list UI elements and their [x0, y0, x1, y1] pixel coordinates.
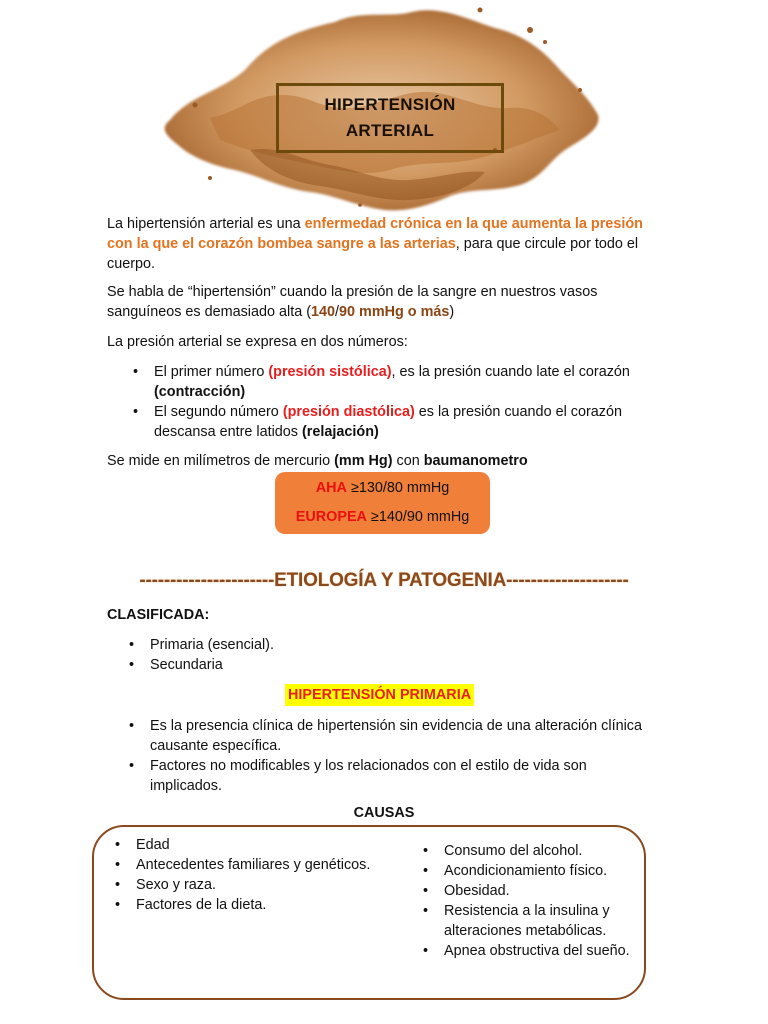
- intro-highlight: enfermedad crónica en la que aumenta la presión con la que el corazón bombea sangre a las arterias: [107, 216, 643, 252]
- list-item: [128, 362, 668, 402]
- causes-list-left: [110, 835, 410, 915]
- intro-paragraph-1: [107, 214, 667, 274]
- item-text: es la presión cuando el corazón descansa entre latidos: [154, 404, 622, 440]
- europe-criteria: [296, 503, 469, 532]
- threshold-systolic: 140: [311, 304, 336, 320]
- item-text: El primer número: [154, 364, 269, 380]
- clasificada-label: CLASIFICADA:: [107, 607, 210, 623]
- list-item: • Resistencia a la insulina y alteraciones metabólicas.: [418, 901, 643, 941]
- measure-text: Se mide en milímetros de mercurio: [107, 453, 335, 469]
- item-text: , es la presión cuando late el corazón: [391, 364, 630, 380]
- systolic-label: (presión sistólica): [268, 364, 392, 380]
- aha-label: AHA: [315, 480, 347, 496]
- threshold-close: ): [449, 304, 455, 320]
- section-title: ----------------------ETIOLOGÍA Y PATOGENIA--------------------: [139, 570, 629, 591]
- threshold-separator: /: [335, 304, 340, 320]
- causes-list-right: [418, 841, 643, 961]
- list-item: • Factores no modificables y los relacionados con el estilo de vida son implicados.: [124, 756, 644, 796]
- aha-value: ≥130/80 mmHg: [346, 480, 450, 496]
- list-item: • Primaria (esencial).: [124, 635, 624, 655]
- intro-paragraph-3: La presión arterial se expresa en dos números:: [107, 334, 408, 350]
- primaria-list: [124, 716, 644, 796]
- diastolic-label: (presión diastólica): [282, 404, 415, 420]
- list-item: • Sexo y raza.: [110, 875, 410, 895]
- list-item: • Secundaria: [124, 655, 624, 675]
- intro-text-end: , para que circule por todo el cuerpo.: [107, 236, 639, 272]
- relaxation-label: (relajación): [302, 424, 379, 440]
- unit-label: (mm Hg): [334, 453, 393, 469]
- aha-criteria: [316, 474, 449, 503]
- primary-hypertension-heading: HIPERTENSIÓN PRIMARIA: [285, 684, 474, 706]
- intro-text: La hipertensión arterial es una: [107, 216, 305, 232]
- measure-paragraph: [107, 451, 667, 471]
- hypertension-definition: Se habla de “hipertensión” cuando la presión de la sangre en nuestros vasos sanguíneos es demasiado alta (: [107, 284, 598, 320]
- item-text: El segundo número: [154, 404, 283, 420]
- list-item: • Apnea obstructiva del sueño.: [418, 941, 643, 961]
- list-item: • Acondicionamiento físico.: [418, 861, 643, 881]
- page-title-line2: ARTERIAL: [345, 121, 435, 140]
- device-label: baumanometro: [423, 453, 528, 469]
- measure-text: con: [392, 453, 424, 469]
- list-item: • Consumo del alcohol.: [418, 841, 643, 861]
- list-item: [128, 402, 668, 442]
- list-item: • Factores de la dieta.: [110, 895, 410, 915]
- causes-heading: CAUSAS: [353, 805, 415, 821]
- pressure-numbers-list: [128, 362, 668, 442]
- page-title-line1: HIPERTENSIÓN: [324, 95, 456, 114]
- criteria-box: [275, 472, 490, 534]
- list-item: • Edad: [110, 835, 410, 855]
- europe-value: ≥140/90 mmHg: [366, 509, 470, 525]
- europe-label: EUROPEA: [295, 509, 367, 525]
- list-item: • Obesidad.: [418, 881, 643, 901]
- contraction-label: (contracción): [154, 384, 246, 400]
- list-item: • Es la presencia clínica de hipertensión sin evidencia de una alteración clínica causante específica.: [124, 716, 644, 756]
- intro-paragraph-2: [107, 282, 667, 322]
- list-item: • Antecedentes familiares y genéticos.: [110, 855, 410, 875]
- title-box: [276, 83, 504, 153]
- threshold-diastolic: 90 mmHg o más: [339, 304, 450, 320]
- clasificada-list: [124, 635, 624, 675]
